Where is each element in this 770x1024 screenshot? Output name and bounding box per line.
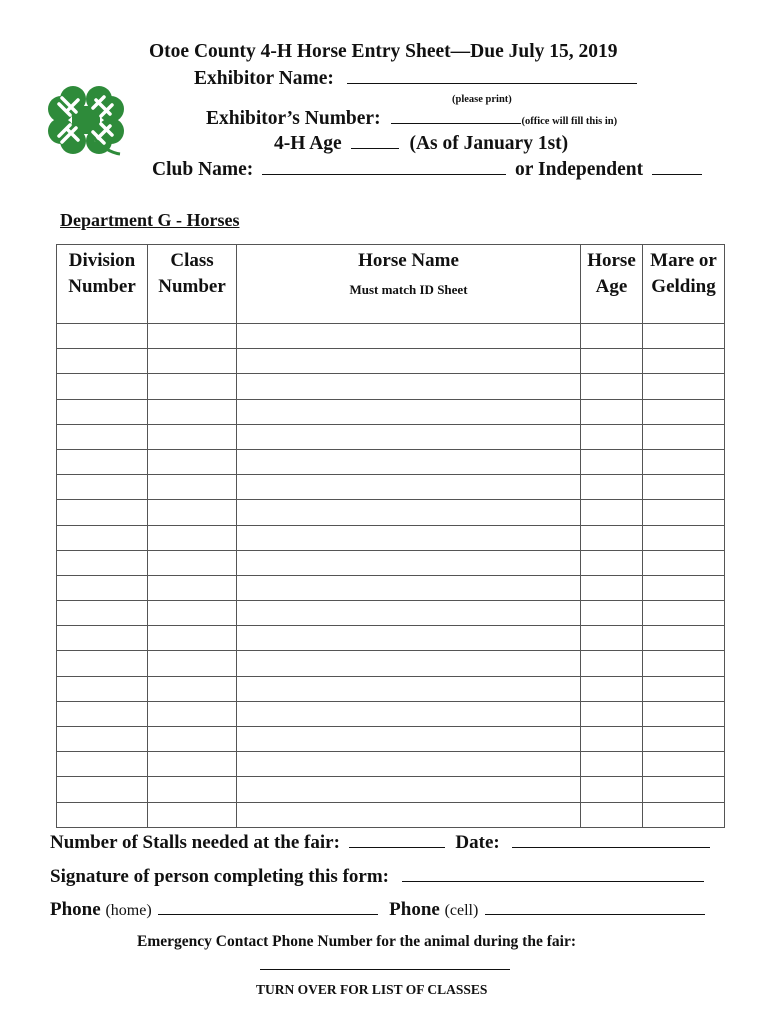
horse-name-cell[interactable]	[237, 424, 581, 449]
division-number-cell[interactable]	[57, 651, 148, 676]
turn-over-note: TURN OVER FOR LIST OF CLASSES	[256, 982, 488, 997]
col-division-number: Division Number	[57, 245, 148, 324]
office-note: (office will fill this in)	[521, 116, 618, 127]
table-row	[57, 777, 725, 802]
date-field[interactable]	[512, 833, 710, 848]
horse-age-cell[interactable]	[581, 475, 643, 500]
age-label: 4-H Age	[274, 133, 342, 154]
horse-age-cell[interactable]	[581, 701, 643, 726]
table-row	[57, 601, 725, 626]
class-number-cell[interactable]	[148, 424, 237, 449]
emergency-label: Emergency Contact Phone Number for the animal during the fair:	[137, 933, 576, 950]
division-number-cell[interactable]	[57, 575, 148, 600]
emergency-field[interactable]	[260, 969, 510, 970]
exhibitor-number-row	[206, 108, 617, 130]
mare-gelding-cell[interactable]	[643, 525, 725, 550]
class-number-cell[interactable]	[148, 475, 237, 500]
age-field[interactable]	[351, 134, 399, 149]
horse-name-cell[interactable]	[237, 651, 581, 676]
horse-age-cell[interactable]	[581, 424, 643, 449]
class-number-cell[interactable]	[148, 727, 237, 752]
division-number-cell[interactable]	[57, 550, 148, 575]
class-number-cell[interactable]	[148, 701, 237, 726]
horse-age-cell[interactable]	[581, 802, 643, 827]
horse-name-cell[interactable]	[237, 701, 581, 726]
col-horse-name: Horse Name Must match ID Sheet	[237, 245, 581, 324]
horse-name-cell[interactable]	[237, 500, 581, 525]
signature-field[interactable]	[402, 867, 704, 882]
phone-home-label: Phone	[50, 899, 101, 920]
table-row	[57, 676, 725, 701]
division-number-cell[interactable]	[57, 475, 148, 500]
4h-clover-icon	[48, 82, 124, 158]
horse-age-cell[interactable]	[581, 626, 643, 651]
division-number-cell[interactable]	[57, 324, 148, 349]
table-row	[57, 324, 725, 349]
class-number-cell[interactable]	[148, 626, 237, 651]
division-number-cell[interactable]	[57, 500, 148, 525]
division-number-cell[interactable]	[57, 601, 148, 626]
horse-age-cell[interactable]	[581, 575, 643, 600]
independent-label: or Independent	[515, 159, 644, 180]
horse-age-cell[interactable]	[581, 449, 643, 474]
mare-gelding-cell[interactable]	[643, 500, 725, 525]
mare-gelding-cell[interactable]	[643, 449, 725, 474]
horse-age-cell[interactable]	[581, 500, 643, 525]
stalls-row	[50, 832, 710, 854]
exhibitor-name-row	[194, 68, 637, 90]
horse-name-cell[interactable]	[237, 626, 581, 651]
mare-gelding-cell[interactable]	[643, 701, 725, 726]
horse-age-cell[interactable]	[581, 349, 643, 374]
exhibitor-name-label: Exhibitor Name:	[194, 68, 334, 89]
exhibitor-number-label: Exhibitor’s Number:	[206, 108, 381, 129]
division-number-cell[interactable]	[57, 752, 148, 777]
cell-label: (cell)	[444, 902, 479, 919]
horse-name-cell[interactable]	[237, 802, 581, 827]
class-number-cell[interactable]	[148, 399, 237, 424]
horse-age-cell[interactable]	[581, 651, 643, 676]
exhibitor-name-field[interactable]	[347, 69, 637, 84]
table-row	[57, 475, 725, 500]
horse-name-cell[interactable]	[237, 601, 581, 626]
table-row	[57, 374, 725, 399]
table-row	[57, 500, 725, 525]
class-number-cell[interactable]	[148, 324, 237, 349]
horse-name-cell[interactable]	[237, 349, 581, 374]
division-number-cell[interactable]	[57, 424, 148, 449]
horse-age-cell[interactable]	[581, 550, 643, 575]
horse-name-cell[interactable]	[237, 399, 581, 424]
class-number-cell[interactable]	[148, 374, 237, 399]
horse-name-cell[interactable]	[237, 324, 581, 349]
horse-name-note: Must match ID Sheet	[349, 282, 468, 297]
horse-age-cell[interactable]	[581, 399, 643, 424]
exhibitor-number-field[interactable]	[391, 109, 521, 124]
table-header-row	[57, 245, 725, 324]
horse-name-cell[interactable]	[237, 676, 581, 701]
class-number-cell[interactable]	[148, 500, 237, 525]
class-number-cell[interactable]	[148, 349, 237, 374]
division-number-cell[interactable]	[57, 777, 148, 802]
division-number-cell[interactable]	[57, 802, 148, 827]
entry-table	[56, 244, 725, 828]
form-title: Otoe County 4-H Horse Entry Sheet—Due July 15, 2019	[149, 41, 618, 62]
mare-gelding-cell[interactable]	[643, 752, 725, 777]
horse-name-cell[interactable]	[237, 575, 581, 600]
col-horse-age: Horse Age	[581, 245, 643, 324]
col-class-number: Class Number	[148, 245, 237, 324]
col-mare-gelding: Mare or Gelding	[643, 245, 725, 324]
division-number-cell[interactable]	[57, 374, 148, 399]
division-number-cell[interactable]	[57, 727, 148, 752]
age-row	[274, 133, 568, 155]
horse-age-cell[interactable]	[581, 324, 643, 349]
class-number-cell[interactable]	[148, 752, 237, 777]
class-number-cell[interactable]	[148, 550, 237, 575]
horse-name-cell[interactable]	[237, 475, 581, 500]
horse-age-cell[interactable]	[581, 374, 643, 399]
mare-gelding-cell[interactable]	[643, 399, 725, 424]
class-number-cell[interactable]	[148, 449, 237, 474]
table-row	[57, 651, 725, 676]
stalls-label: Number of Stalls needed at the fair:	[50, 832, 340, 853]
table-row	[57, 525, 725, 550]
club-label: Club Name:	[152, 159, 254, 180]
please-print-note: (please print)	[452, 94, 512, 105]
mare-gelding-cell[interactable]	[643, 777, 725, 802]
table-row	[57, 802, 725, 827]
horse-age-cell[interactable]	[581, 777, 643, 802]
division-number-cell[interactable]	[57, 399, 148, 424]
home-label: (home)	[105, 902, 152, 919]
horse-name-cell[interactable]	[237, 374, 581, 399]
mare-gelding-cell[interactable]	[643, 727, 725, 752]
division-number-cell[interactable]	[57, 626, 148, 651]
table-row	[57, 424, 725, 449]
horse-name-cell[interactable]	[237, 550, 581, 575]
mare-gelding-cell[interactable]	[643, 424, 725, 449]
class-number-cell[interactable]	[148, 601, 237, 626]
department-heading: Department G - Horses	[60, 210, 240, 230]
class-number-cell[interactable]	[148, 676, 237, 701]
table-row	[57, 550, 725, 575]
horse-name-cell[interactable]	[237, 752, 581, 777]
mare-gelding-cell[interactable]	[643, 676, 725, 701]
mare-gelding-cell[interactable]	[643, 626, 725, 651]
table-row	[57, 449, 725, 474]
class-number-cell[interactable]	[148, 525, 237, 550]
division-number-cell[interactable]	[57, 525, 148, 550]
table-row	[57, 701, 725, 726]
horse-name-cell[interactable]	[237, 727, 581, 752]
table-row	[57, 575, 725, 600]
signature-label: Signature of person completing this form:	[50, 866, 389, 887]
horse-age-cell[interactable]	[581, 727, 643, 752]
horse-name-cell[interactable]	[237, 777, 581, 802]
horse-age-cell[interactable]	[581, 525, 643, 550]
phone-row	[50, 899, 705, 921]
age-note: (As of January 1st)	[409, 133, 569, 154]
mare-gelding-cell[interactable]	[643, 475, 725, 500]
mare-gelding-cell[interactable]	[643, 374, 725, 399]
horse-age-cell[interactable]	[581, 752, 643, 777]
division-number-cell[interactable]	[57, 701, 148, 726]
class-number-cell[interactable]	[148, 575, 237, 600]
division-number-cell[interactable]	[57, 349, 148, 374]
mare-gelding-cell[interactable]	[643, 601, 725, 626]
class-number-cell[interactable]	[148, 802, 237, 827]
club-name-field[interactable]	[262, 160, 506, 175]
table-row	[57, 727, 725, 752]
table-row	[57, 399, 725, 424]
table-row	[57, 626, 725, 651]
horse-age-cell[interactable]	[581, 601, 643, 626]
phone-cell-label: Phone	[389, 899, 440, 920]
table-row	[57, 752, 725, 777]
class-number-cell[interactable]	[148, 651, 237, 676]
mare-gelding-cell[interactable]	[643, 575, 725, 600]
mare-gelding-cell[interactable]	[643, 550, 725, 575]
horse-name-cell[interactable]	[237, 449, 581, 474]
horse-age-cell[interactable]	[581, 676, 643, 701]
mare-gelding-cell[interactable]	[643, 349, 725, 374]
stalls-field[interactable]	[349, 833, 445, 848]
phone-cell-field[interactable]	[485, 900, 705, 915]
phone-home-field[interactable]	[158, 900, 378, 915]
independent-field[interactable]	[652, 160, 702, 175]
table-row	[57, 349, 725, 374]
division-number-cell[interactable]	[57, 449, 148, 474]
mare-gelding-cell[interactable]	[643, 651, 725, 676]
division-number-cell[interactable]	[57, 676, 148, 701]
signature-row	[50, 866, 704, 888]
club-row	[152, 159, 702, 181]
mare-gelding-cell[interactable]	[643, 324, 725, 349]
date-label: Date:	[455, 832, 500, 853]
class-number-cell[interactable]	[148, 777, 237, 802]
horse-name-cell[interactable]	[237, 525, 581, 550]
mare-gelding-cell[interactable]	[643, 802, 725, 827]
